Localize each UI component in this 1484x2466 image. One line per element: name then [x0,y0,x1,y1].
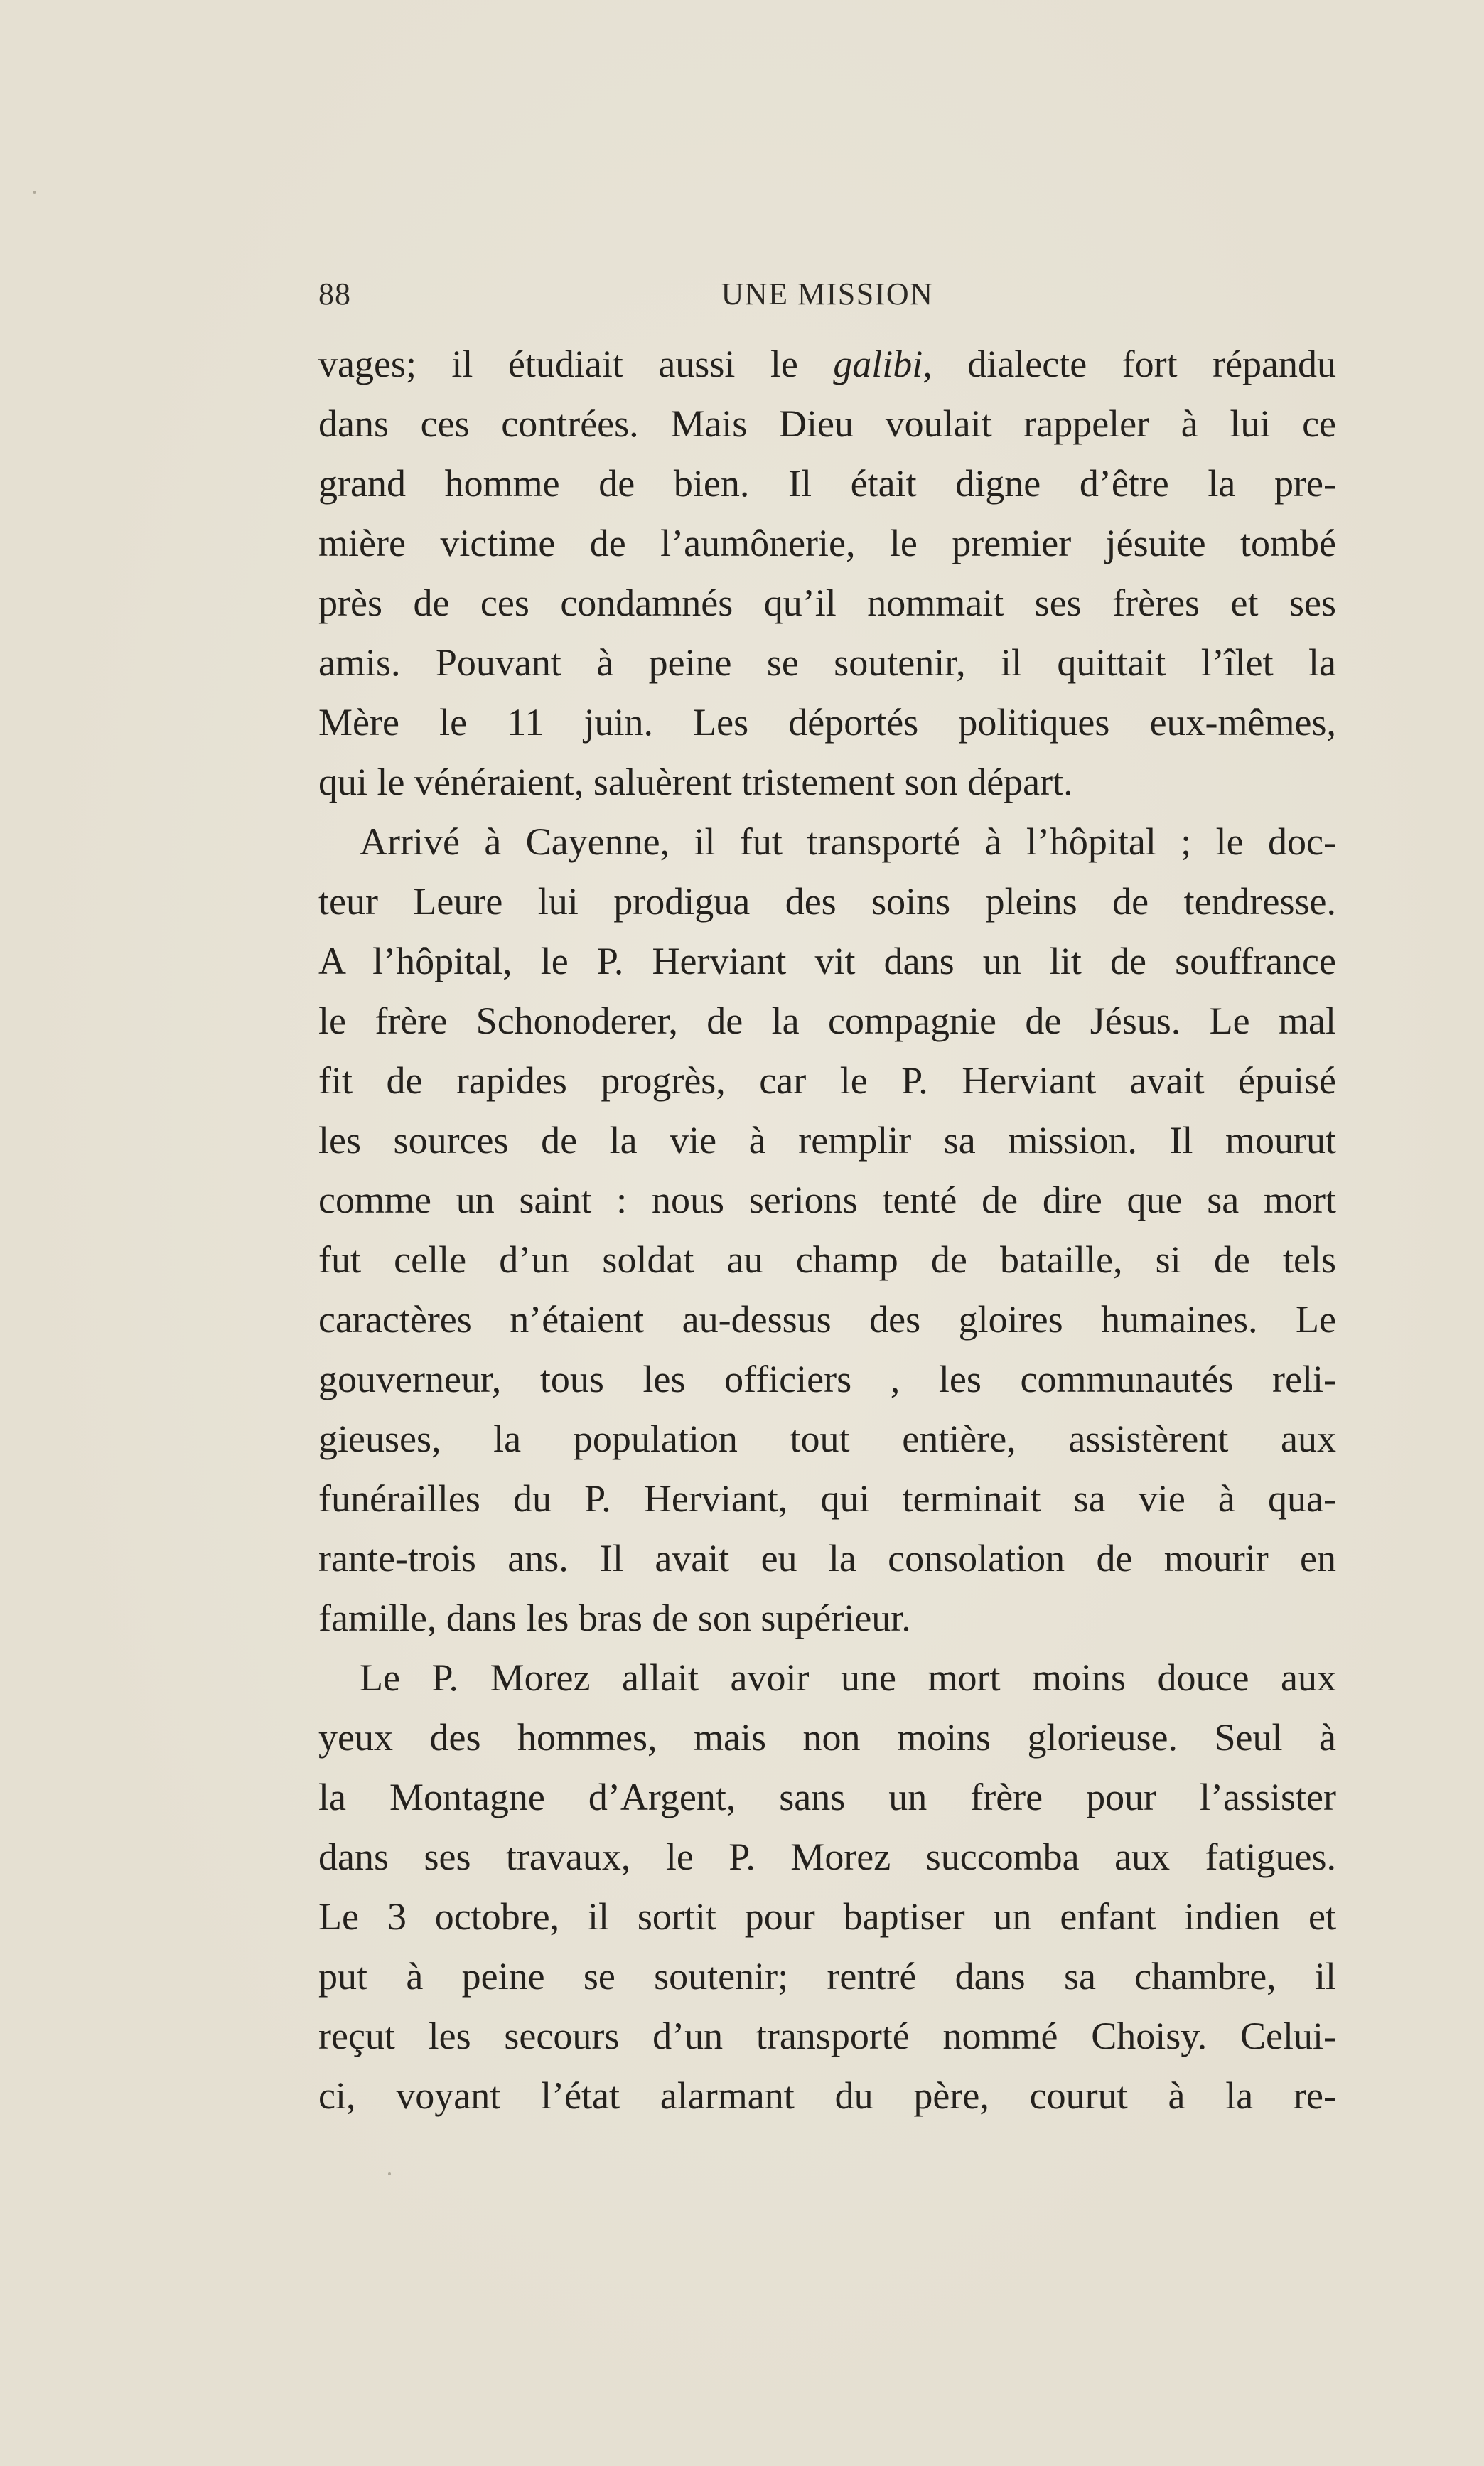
italic-term: galibi, [833,343,932,385]
page-number: 88 [318,277,351,311]
text-line: vages; il étudiait aussi le galibi, dialecte fort répandu [318,343,1336,385]
paper-speck [33,191,36,194]
text-line: Mère le 11 juin. Les déportés politiques eux-mêmes, [318,701,1336,744]
text-line: mière victime de l’aumônerie, le premier jésuite tombé [318,522,1336,564]
text-line: dans ses travaux, le P. Morez succomba aux fatigues. [318,1835,1336,1878]
text-line: dans ces contrées. Mais Dieu voulait rappeler à lui ce [318,402,1336,445]
text-line: famille, dans les bras de son supérieur. [318,1597,911,1639]
text-line: le frère Schonoderer, de la compagnie de Jésus. Le mal [318,999,1336,1042]
text-line: la Montagne d’Argent, sans un frère pour l’assister [318,1776,1336,1818]
text-line: comme un saint : nous serions tenté de dire que sa mort [318,1179,1336,1221]
text-line: amis. Pouvant à peine se soutenir, il quittait l’îlet la [318,641,1336,684]
text-line: caractères n’étaient au-dessus des gloires humaines. Le [318,1298,1336,1341]
text-line: près de ces condamnés qu’il nommait ses frères et ses [318,581,1336,624]
paragraph-start-line: Le P. Morez allait avoir une mort moins douce aux [360,1656,1336,1699]
text-line: teur Leure lui prodigua des soins pleins de tendresse. [318,880,1336,923]
text-line: fut celle d’un soldat au champ de bataille, si de tels [318,1238,1336,1281]
text-line: les sources de la vie à remplir sa mission. Il mourut [318,1119,1336,1162]
body-text [318,334,1336,2125]
text-line: A l’hôpital, le P. Herviant vit dans un lit de souffrance [318,940,1336,982]
text-line: ci, voyant l’état alarmant du père, courut à la re- [318,2074,1336,2117]
text-line: funérailles du P. Herviant, qui terminait sa vie à qua- [318,1477,1336,1520]
text-line: rante-trois ans. Il avait eu la consolation de mourir en [318,1537,1336,1580]
text-line: Le 3 octobre, il sortit pour baptiser un enfant indien et [318,1895,1336,1938]
paragraph-start-line: Arrivé à Cayenne, il fut transporté à l’hôpital ; le doc- [360,820,1336,863]
text-line: reçut les secours d’un transporté nommé Choisy. Celui- [318,2015,1336,2057]
page-header [318,276,1336,316]
text-line: gouverneur, tous les officiers , les communautés reli- [318,1358,1336,1400]
paper-speck [388,2172,391,2175]
text-line: fit de rapides progrès, car le P. Herviant avait épuisé [318,1059,1336,1102]
text-line: put à peine se soutenir; rentré dans sa chambre, il [318,1955,1336,1998]
running-head: UNE MISSION [721,277,934,311]
text-line: gieuses, la population tout entière, assistèrent aux [318,1417,1336,1460]
text-line: qui le vénéraient, saluèrent tristement son départ. [318,761,1073,803]
text-line: yeux des hommes, mais non moins glorieuse. Seul à [318,1716,1336,1759]
text-line: grand homme de bien. Il était digne d’être la pre- [318,462,1336,505]
